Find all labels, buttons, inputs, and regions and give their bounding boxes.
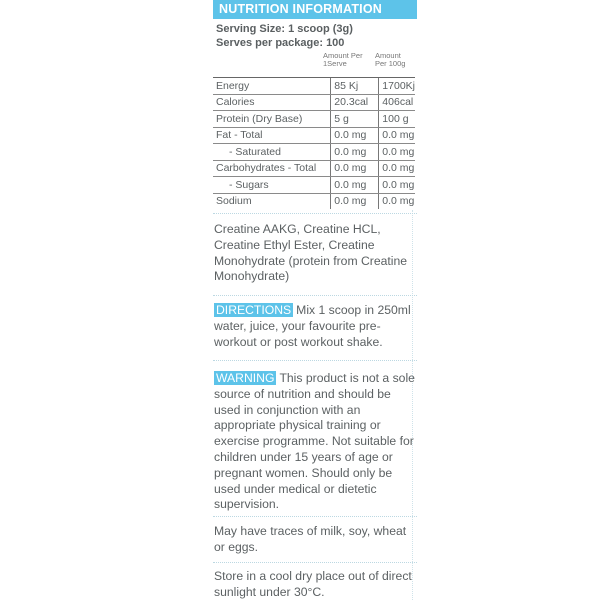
nutrient-label: Carbohydrates - Total: [213, 160, 331, 177]
column-header-per-serve-line2: 1Serve: [323, 59, 347, 68]
table-row: [213, 177, 415, 194]
allergen-text: May have traces of milk, soy, wheat or eggs.: [214, 524, 407, 554]
ingredients-text: Creatine AAKG, Creatine HCL, Creatine Ethyl Ester, Creatine Monohydrate (protein from Creatine Monohydrate): [214, 222, 408, 284]
column-header-per-100g-line1: Amount: [375, 51, 401, 60]
divider: [213, 295, 417, 296]
per-serve-value: 0.0 mg: [331, 160, 379, 177]
table-row: [213, 127, 415, 144]
table-row: [213, 78, 415, 95]
column-header-per-100g-line2: Per 100g: [375, 59, 406, 68]
divider: [213, 360, 417, 361]
per-serve-value: 20.3cal: [331, 94, 379, 111]
storage-text: Store in a cool dry place out of direct sunlight under 30°C.: [214, 569, 412, 599]
divider: [213, 516, 417, 517]
per-100g-value: 1700Kj: [379, 78, 415, 95]
per-serve-value: 0.0 mg: [331, 127, 379, 144]
per-100g-value: 0.0 mg: [379, 127, 415, 144]
per-100g-value: 0.0 mg: [379, 193, 415, 209]
per-serve-value: 0.0 mg: [331, 144, 379, 161]
warning-badge: WARNING: [216, 371, 275, 385]
column-header-per-100g: [375, 52, 405, 68]
nutrient-label: - Saturated: [213, 144, 331, 161]
nutrient-label: - Sugars: [213, 177, 331, 194]
column-header-per-serve-line1: Amount Per: [323, 51, 363, 60]
per-serve-value: 85 Kj: [331, 78, 379, 95]
nutrient-label: Protein (Dry Base): [213, 111, 331, 128]
serving-size: Serving Size: 1 scoop (3g): [216, 23, 353, 35]
table-row: [213, 94, 415, 111]
per-100g-value: 406cal: [379, 94, 415, 111]
nutrition-panel: [213, 0, 417, 600]
directions-text: Mix 1 scoop in 250ml water, juice, your favourite pre-workout or post workout shake.: [214, 303, 411, 349]
nutrient-label: Calories: [213, 94, 331, 111]
nutrient-label: Energy: [213, 78, 331, 95]
warning-text: This product is not a sole source of nutrition and should be used in conjunction with an appropriate physical training or exercise programme. Not suitable for children under 15 years of age or pregnant women. Should only be used under medical or dietetic supervision.: [214, 371, 415, 512]
table-row: [213, 144, 415, 161]
per-serve-value: 0.0 mg: [331, 193, 379, 209]
nutrient-label: Sodium: [216, 195, 252, 208]
serves-per-package: Serves per package: 100: [216, 37, 345, 49]
per-100g-value: 100 g: [379, 111, 415, 128]
column-header-per-serve: [323, 52, 363, 68]
nutrition-header: NUTRITION INFORMATION: [213, 0, 417, 19]
per-serve-value: 5 g: [331, 111, 379, 128]
per-100g-value: 0.0 mg: [379, 177, 415, 194]
nutrition-table: [213, 77, 415, 209]
warning-section: [214, 371, 416, 513]
per-100g-value: 0.0 mg: [379, 160, 415, 177]
directions-badge: DIRECTIONS: [216, 303, 292, 317]
table-row: [213, 111, 415, 128]
per-100g-value: 0.0 mg: [379, 144, 415, 161]
directions-section: [214, 303, 416, 350]
divider: [213, 562, 417, 563]
per-serve-value: 0.0 mg: [331, 177, 379, 194]
table-row: [213, 193, 415, 209]
nutrient-label: Fat - Total: [213, 127, 331, 144]
divider: [213, 213, 417, 214]
table-row: [213, 160, 415, 177]
